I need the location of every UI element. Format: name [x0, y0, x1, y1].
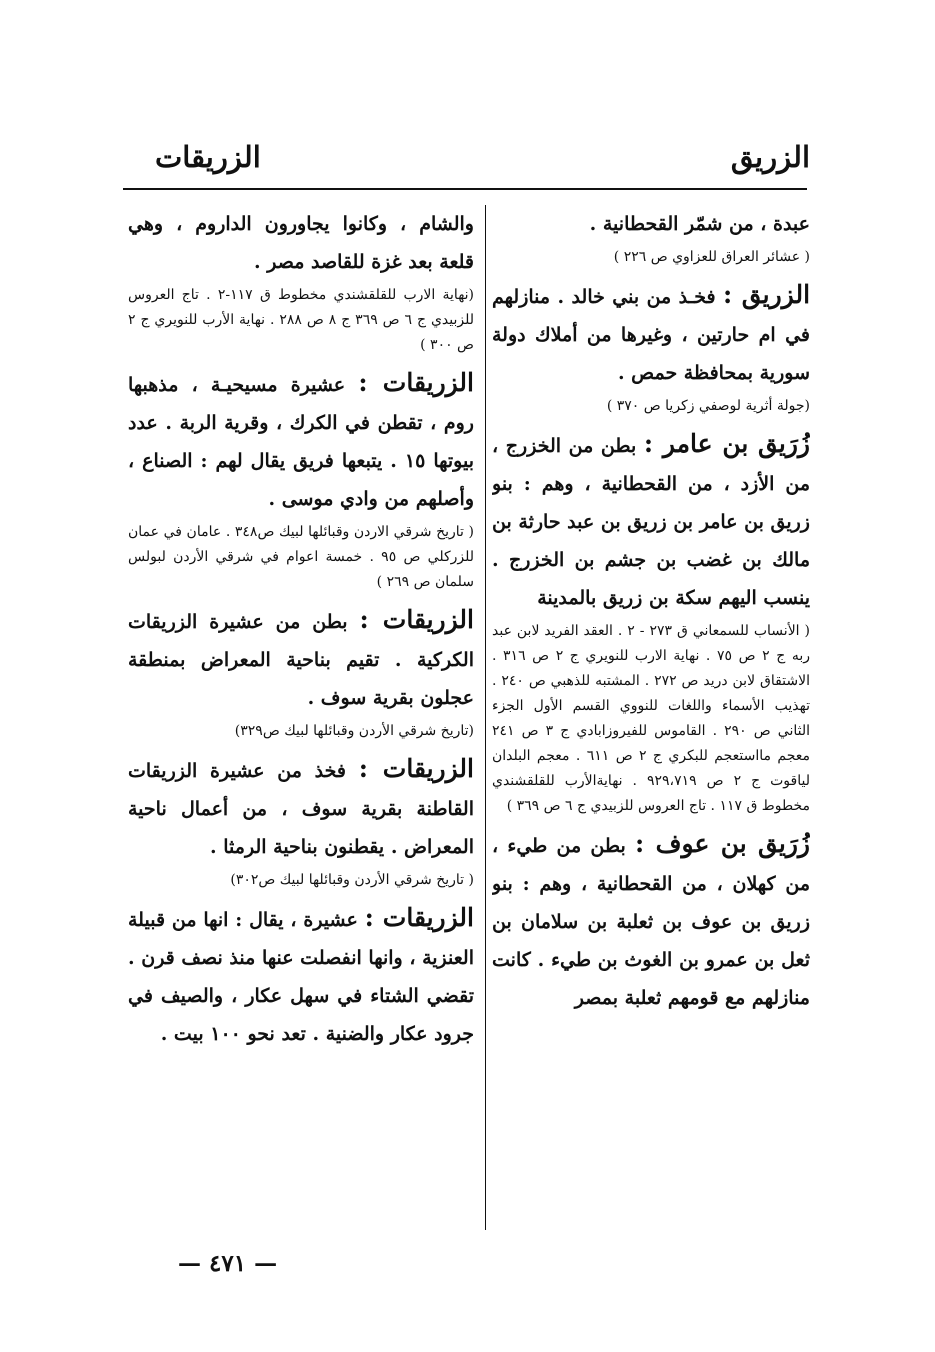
entry-text: بطن من عشيرة الزريقات الكركية . تقيم بناحية المعراض بمنطقة عجلون بقرية سوف . — [128, 611, 474, 709]
column-divider — [485, 205, 486, 1230]
right-column — [492, 205, 810, 1235]
entry-reference: ( تاريخ شرقي الاردن وقبائلها لبيك ص٣٤٨ . عامان في عمان للزركلي ص ٩٥ . خمسة اعوام في شرقي الأردن لبولس سلمان ص ٢٦٩ ) — [128, 524, 474, 590]
continued-reference: ( عشائر العراق للعزاوي ص ٢٢٦ ) — [613, 249, 810, 265]
entry-al-zuraiqat-3 — [128, 750, 474, 866]
entry-text: بطن من الخزرج ، من الأزد ، من القحطانية ، وهم : بنو زريق بن عامر بن زريق بن عبد حارثة بن مالك بن غضب بن جشم بن الخزرج . ينسب اليهم سكة بن زريق بالمدينة — [492, 435, 810, 609]
entry-headword: الزريقات : — [358, 754, 474, 783]
entry-al-zuraiqat-1 — [128, 364, 474, 518]
entry-reference: (جولة أثرية لوصفي زكريا ص ٣٧٠ ) — [606, 398, 810, 414]
left-column — [128, 205, 474, 1235]
entry-headword: زُرَيق بن عوف : — [635, 829, 810, 858]
entry-headword: زُرَيق بن عامر : — [643, 429, 810, 458]
continued-reference: (نهاية الارب للقلقشندي مخطوط ق ١١٧-٢ . تاج العروس للزبيدي ج ٦ ص ٣٦٩ ج ٨ ص ٢٨٨ . نهاية الأرب للنويري ج ٢ ص ٣٠٠ ) — [128, 287, 474, 353]
entry-reference: ( تاريخ شرقي الأردن وقبائلها لبيك ص٣٠٢) — [230, 872, 474, 888]
page-number: — ٤٧١ — — [178, 1250, 278, 1277]
header-rule — [123, 188, 807, 190]
entry-al-zuraiqat-4 — [128, 899, 474, 1053]
entry-headword: الزريقات : — [359, 605, 474, 634]
continued-text: والشام ، وكانوا يجاورون الداروم ، وهي قلعة بعد غزة للقاصد مصر . — [128, 213, 474, 273]
running-header-right: الزريق — [730, 140, 810, 174]
entry-headword: الزريقات : — [358, 368, 474, 397]
entry-text: فخذ من عشيرة الزريقات القاطنة بقرية سوف ، من أعمال ناحية المعراض . يقطنون بناحية الرمثا . — [128, 760, 474, 858]
entry-text: فخـذ من بني خالد . منازلهم في ام حارتين ، وغيرها من أملاك دولة سورية بمحافظة حمص . — [492, 286, 810, 384]
entry-headword: الزريقات : — [364, 903, 474, 932]
entry-al-zuraiq — [492, 276, 810, 392]
entry-text: بطن من طيء ، من كهلان ، من القحطانية ، وهم : بنو زريق بن عوف بن ثعلبة بن سلامان بن ثعل بن عمرو بن الغوث بن طيء . كانت منازلهم مع قومهم ثعلبة بمصر — [492, 835, 810, 1009]
entry-text: عشيرة مسيحيـة ، مذهبها روم ، تقطن في الكرك ، وقرية الربة . عدد بيوتها ١٥ . يتبعها فريق يقال لهم : الصناع ، وأصلهم من وادي موسى . — [128, 374, 474, 510]
entry-headword: الزريق : — [723, 280, 810, 309]
continued-text: عبدة ، من شمّر القحطانية . — [589, 213, 810, 235]
entry-zuraiq-bin-awf — [492, 825, 810, 1017]
entry-reference: ( الأنساب للسمعاني ق ٢٧٣ - ٢ . العقد الفريد لابن عبد ربه ج ٢ ص ٧٥ . نهاية الارب للنويري ج ٢ ص ٣١٦ . الاشتقاق لابن دريد ص ٢٧٢ . المشتبه للذهبي ص ٢٤٠ . تهذيب الأسماء واللغات للنووي القسم الأول الجزء الثاني ص ٢٩٠ . القاموس للفيروزابادي ج ٣ ص ٢٤١ معجم مااستعجم للبكري ج ٢ ص ٦١١ . معجم البلدان لياقوت ج ٢ ص ٩٢٩،٧١٩ . نهايةالأرب للقلقشندي مخطوط ق ١١٧ . تاج العروس للزبيدي ج ٦ ص ٣٦٩ ) — [492, 623, 810, 814]
entry-al-zuraiqat-2 — [128, 601, 474, 717]
entry-reference: (تاريخ شرقي الأردن وقبائلها لبيك ص٣٢٩) — [234, 723, 474, 739]
running-header-left: الزريقات — [155, 140, 261, 174]
entry-zuraiq-bin-amir — [492, 425, 810, 617]
entry-text: عشيرة ، يقال : انها من قبيلة العنزية ، وانها انفصلت عنها منذ نصف قرن . تقضي الشتاء في سهل عكار ، والصيف في جرود عكار والضنية . تعد نحو ١٠٠ بيت . — [128, 909, 474, 1045]
